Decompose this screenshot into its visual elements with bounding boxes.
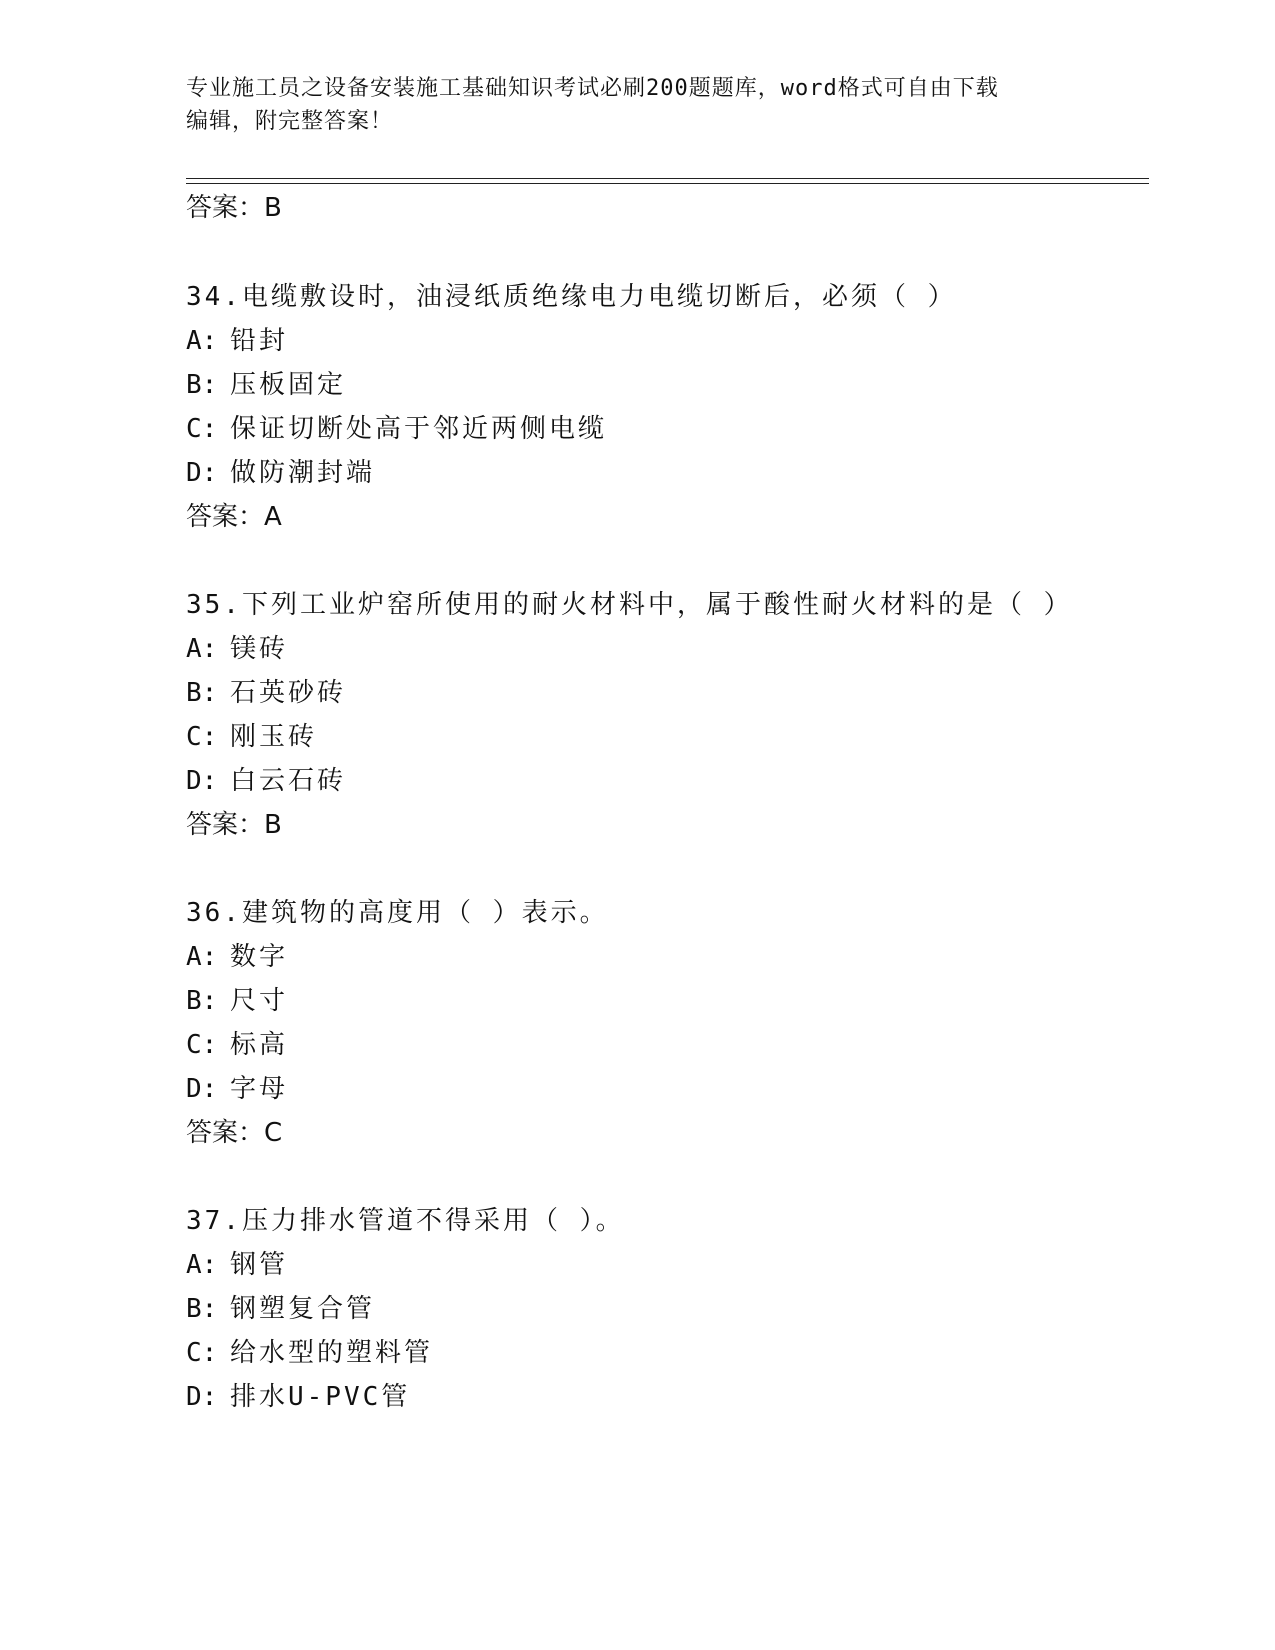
question-34-title: 34.电缆敷设时，油浸纸质绝缘电力电缆切断后，必须（ ） xyxy=(186,282,957,312)
option-key: C: xyxy=(186,722,218,752)
option-key: B: xyxy=(186,678,218,708)
option-key: A: xyxy=(186,634,218,664)
option-text: 尺寸 xyxy=(230,986,289,1016)
question-35-option-b xyxy=(186,677,346,709)
option-text: 白云石砖 xyxy=(230,766,347,796)
question-34-option-b xyxy=(186,369,346,401)
question-35-title: 35.下列工业炉窑所使用的耐火材料中，属于酸性耐火材料的是（ ） xyxy=(186,590,1073,620)
header-line-2: 编辑，附完整答案！ xyxy=(186,109,394,134)
question-34-option-a xyxy=(186,325,288,357)
question-35-option-a xyxy=(186,633,288,665)
question-37-title: 37.压力排水管道不得采用（ ）。 xyxy=(186,1206,625,1236)
question-36-option-a xyxy=(186,941,288,973)
option-key: D: xyxy=(186,766,218,796)
question-34-option-c xyxy=(186,413,607,445)
question-34-option-d xyxy=(186,457,375,489)
option-key: C: xyxy=(186,414,218,444)
option-text: 铅封 xyxy=(230,326,289,356)
option-text: 石英砂砖 xyxy=(230,678,347,708)
option-key: C: xyxy=(186,1338,218,1368)
option-text: 压板固定 xyxy=(230,370,347,400)
option-text: 钢管 xyxy=(230,1250,289,1280)
option-text: 镁砖 xyxy=(230,634,289,664)
option-key: A: xyxy=(186,942,218,972)
option-text: 给水型的塑料管 xyxy=(230,1338,434,1368)
option-key: A: xyxy=(186,1250,218,1280)
option-text: 标高 xyxy=(230,1030,289,1060)
option-text: 刚玉砖 xyxy=(230,722,318,752)
option-key: D: xyxy=(186,458,218,488)
header-divider-bottom xyxy=(186,183,1149,184)
option-text: 排水U-PVC管 xyxy=(230,1382,411,1412)
question-36-option-c xyxy=(186,1029,288,1061)
option-key: B: xyxy=(186,1294,218,1324)
question-35-option-d xyxy=(186,765,346,797)
option-text: 字母 xyxy=(230,1074,289,1104)
option-text: 保证切断处高于邻近两侧电缆 xyxy=(230,414,608,444)
option-text: 钢塑复合管 xyxy=(230,1294,376,1324)
option-key: C: xyxy=(186,1030,218,1060)
header-line-1: 专业施工员之设备安装施工基础知识考试必刷200题题库，word格式可自由下载 xyxy=(186,76,999,101)
option-key: B: xyxy=(186,370,218,400)
option-text: 数字 xyxy=(230,942,289,972)
header-divider-top xyxy=(186,178,1149,179)
question-37-option-d xyxy=(186,1381,410,1413)
question-37-option-b xyxy=(186,1293,375,1325)
question-36-title: 36.建筑物的高度用（ ）表示。 xyxy=(186,898,609,928)
question-35-option-c xyxy=(186,721,317,753)
question-37-option-c xyxy=(186,1337,433,1369)
answer-36: 答案：C xyxy=(186,1118,283,1148)
answer-33: 答案：B xyxy=(186,193,282,223)
option-key: A: xyxy=(186,326,218,356)
question-36-option-d xyxy=(186,1073,288,1105)
answer-35: 答案：B xyxy=(186,810,282,840)
question-37-option-a xyxy=(186,1249,288,1281)
answer-34: 答案：A xyxy=(186,502,282,532)
option-key: D: xyxy=(186,1382,218,1412)
option-key: D: xyxy=(186,1074,218,1104)
document-header xyxy=(186,72,1086,138)
option-text: 做防潮封端 xyxy=(230,458,376,488)
question-36-option-b xyxy=(186,985,288,1017)
option-key: B: xyxy=(186,986,218,1016)
